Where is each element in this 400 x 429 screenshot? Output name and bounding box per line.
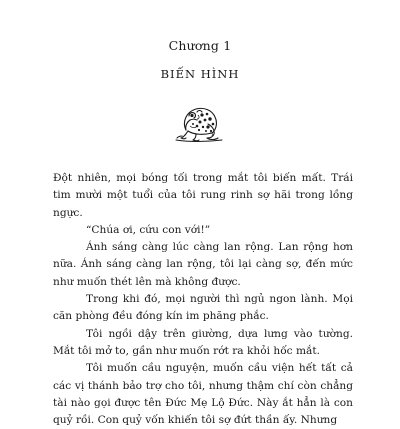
paragraph: Trong khi đó, mọi người thì ngủ ngon lành. Mọi căn phòng đều đóng kín im phăng phắc. <box>53 293 353 323</box>
chapter-label: Chương 1 <box>168 38 232 53</box>
chapter-title: BIẾN HÌNH <box>160 67 240 81</box>
frog-icon <box>172 100 226 142</box>
paragraph: Tôi ngồi dậy trên giường, dựa lưng vào tường. Mắt tôi mở to, gần như muốn rớt ra khỏi hốc mắt. <box>53 327 353 357</box>
chapter-body <box>53 170 353 429</box>
paragraph: Ánh sáng càng lúc càng lan rộng. Lan rộng hơn nữa. Ánh sáng càng lan rộng, tôi lại càng sợ, đến mức như muốn thét lên mà không được. <box>53 241 353 288</box>
paragraph: Tôi muốn cầu nguyện, muốn cầu viện hết tất cả các vị thánh bảo trợ cho tôi, nhưng thậm chí còn chẳng tài nào gọi được tên Đức Mẹ Lộ Đức. Này ắt hẳn là con quỷ rồi. Con quỷ vốn khiến tôi sợ đứt thần ấy. Nhưng <box>53 362 353 427</box>
paragraph: Đột nhiên, mọi bóng tối trong mắt tôi biến mất. Trái tim mười một tuổi của tôi rung rinh sợ hãi trong lồng ngực. <box>53 172 353 219</box>
paragraph: “Chúa ơi, cứu con với!” <box>86 223 211 236</box>
